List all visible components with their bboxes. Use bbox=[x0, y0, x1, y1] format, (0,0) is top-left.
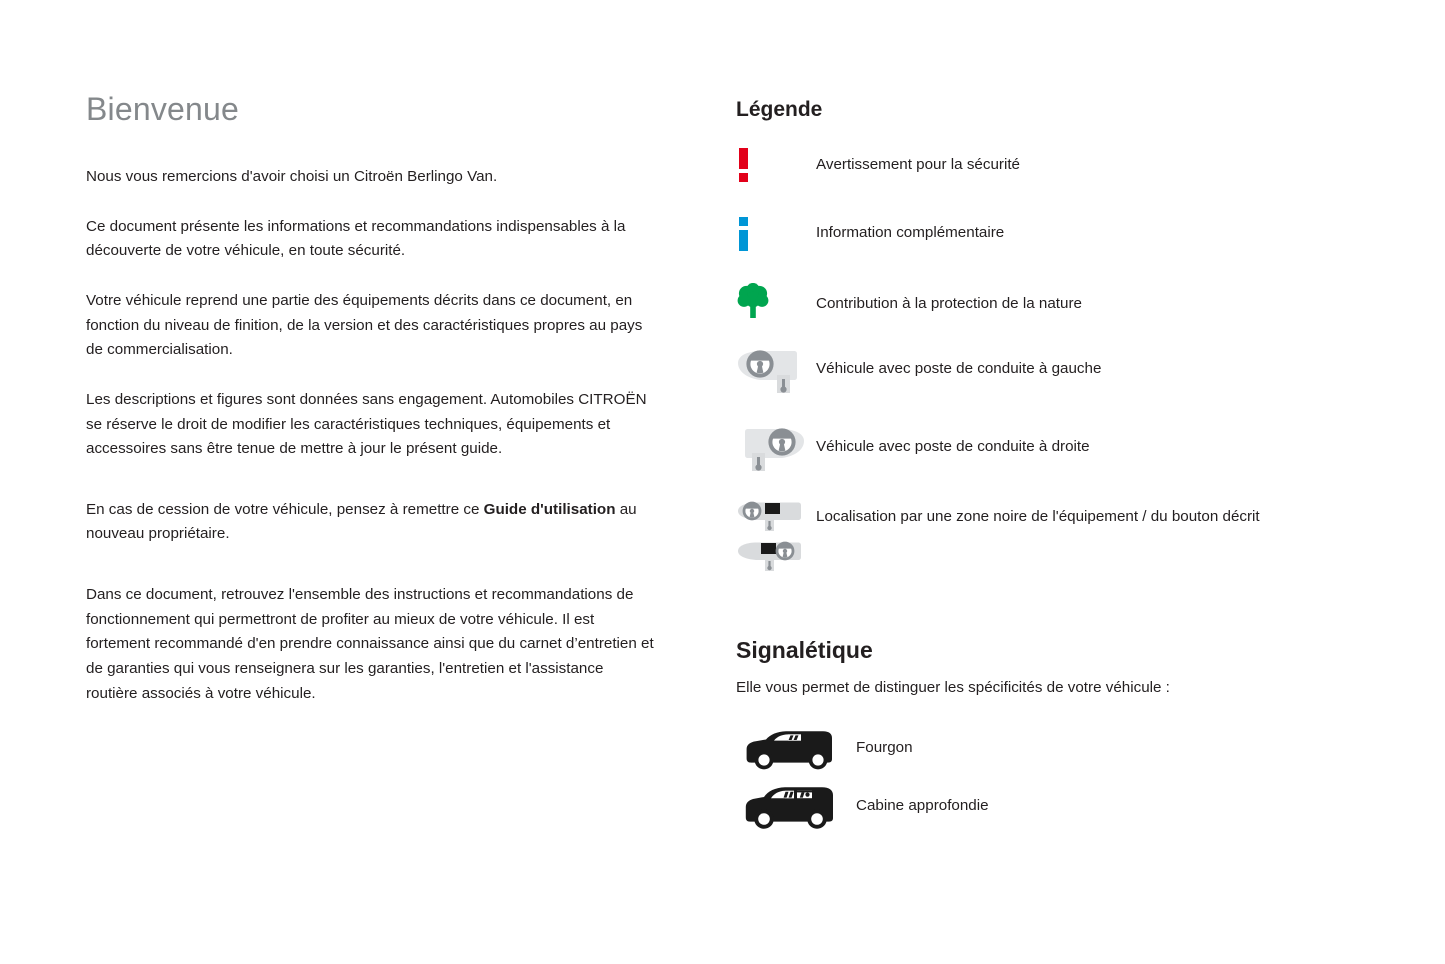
welcome-paragraph-4: Les descriptions et figures sont données sans engagement. Automobiles CITROËN se réserve le droit de modifier les caractéristiques techniques, équipements et accessoires sans être tenue de mettre à jour le présent guide. bbox=[86, 390, 647, 458]
welcome-column bbox=[86, 92, 658, 706]
legend-item-left-hand-drive bbox=[736, 347, 1336, 399]
cession-text-before: En cas de cession de votre véhicule, pensez à remettre ce bbox=[86, 500, 484, 518]
guide-utilisation-emphasis: Guide d'utilisation bbox=[483, 500, 616, 518]
welcome-paragraph-2: Ce document présente les informations et recommandations indispensables à la découverte de votre véhicule, en toute sécurité. bbox=[86, 217, 626, 260]
van-fourgon-icon bbox=[736, 726, 856, 772]
signaletique-item-cabine-approfondie bbox=[736, 780, 1336, 834]
right-hand-drive-dashboard-icon bbox=[736, 425, 816, 477]
welcome-paragraph-3: Votre véhicule reprend une partie des équipements décrits dans ce document, en fonction du niveau de finition, de la version et des caractéristiques propres au pays de commercialisation. bbox=[86, 292, 643, 359]
van-cabine-approfondie-icon bbox=[736, 782, 856, 832]
legend-item-label: Véhicule avec poste de conduite à gauche bbox=[816, 360, 1102, 378]
black-zone-localisation-icon bbox=[736, 499, 816, 573]
page-title: Bienvenue bbox=[86, 91, 240, 127]
legend-item-label: Localisation par une zone noire de l'équipement / du bouton décrit bbox=[816, 508, 1260, 526]
warning-exclamation-icon bbox=[736, 148, 816, 182]
legend-item-warning bbox=[736, 148, 1336, 188]
welcome-paragraph-cession bbox=[86, 498, 658, 547]
cession-text-after: au nouveau propriétaire. bbox=[86, 500, 637, 543]
signaletique-item-fourgon bbox=[736, 722, 1336, 776]
legend-item-black-zone bbox=[736, 499, 1336, 573]
legend-item-information bbox=[736, 217, 1336, 257]
nature-tree-icon bbox=[736, 283, 816, 319]
legend-column bbox=[736, 98, 1336, 834]
welcome-paragraph-1: Nous vous remercions d'avoir choisi un Citroën Berlingo Van. bbox=[86, 168, 498, 186]
signaletique-title: Signalétique bbox=[736, 637, 873, 664]
signaletique-list bbox=[736, 722, 1336, 834]
left-hand-drive-dashboard-icon bbox=[736, 347, 816, 399]
legend-item-label: Information complémentaire bbox=[816, 224, 1005, 242]
information-i-icon bbox=[736, 217, 816, 251]
signaletique-section bbox=[736, 637, 1336, 834]
signaletique-item-label: Fourgon bbox=[856, 739, 913, 757]
legend-item-label: Véhicule avec poste de conduite à droite bbox=[816, 438, 1090, 456]
legend-list bbox=[736, 148, 1336, 573]
legend-title: Légende bbox=[736, 98, 823, 121]
legend-item-nature bbox=[736, 283, 1336, 323]
legend-item-right-hand-drive bbox=[736, 425, 1336, 477]
legend-item-label: Avertissement pour la sécurité bbox=[816, 156, 1021, 174]
legend-item-label: Contribution à la protection de la nature bbox=[816, 295, 1082, 313]
welcome-paragraph-closing: Dans ce document, retrouvez l'ensemble des instructions et recommandations de fonctionnement qui permettront de profiter au mieux de votre véhicule. Il est fortement recommandé d'en prendre connaissance ainsi que du carnet d’entretien et de garanties qui vous renseignera sur les garanties, l'entretien et l'assistance routière associés à votre véhicule. bbox=[86, 586, 654, 702]
signaletique-item-label: Cabine approfondie bbox=[856, 797, 989, 815]
signaletique-intro: Elle vous permet de distinguer les spécificités de votre véhicule : bbox=[736, 678, 1170, 696]
